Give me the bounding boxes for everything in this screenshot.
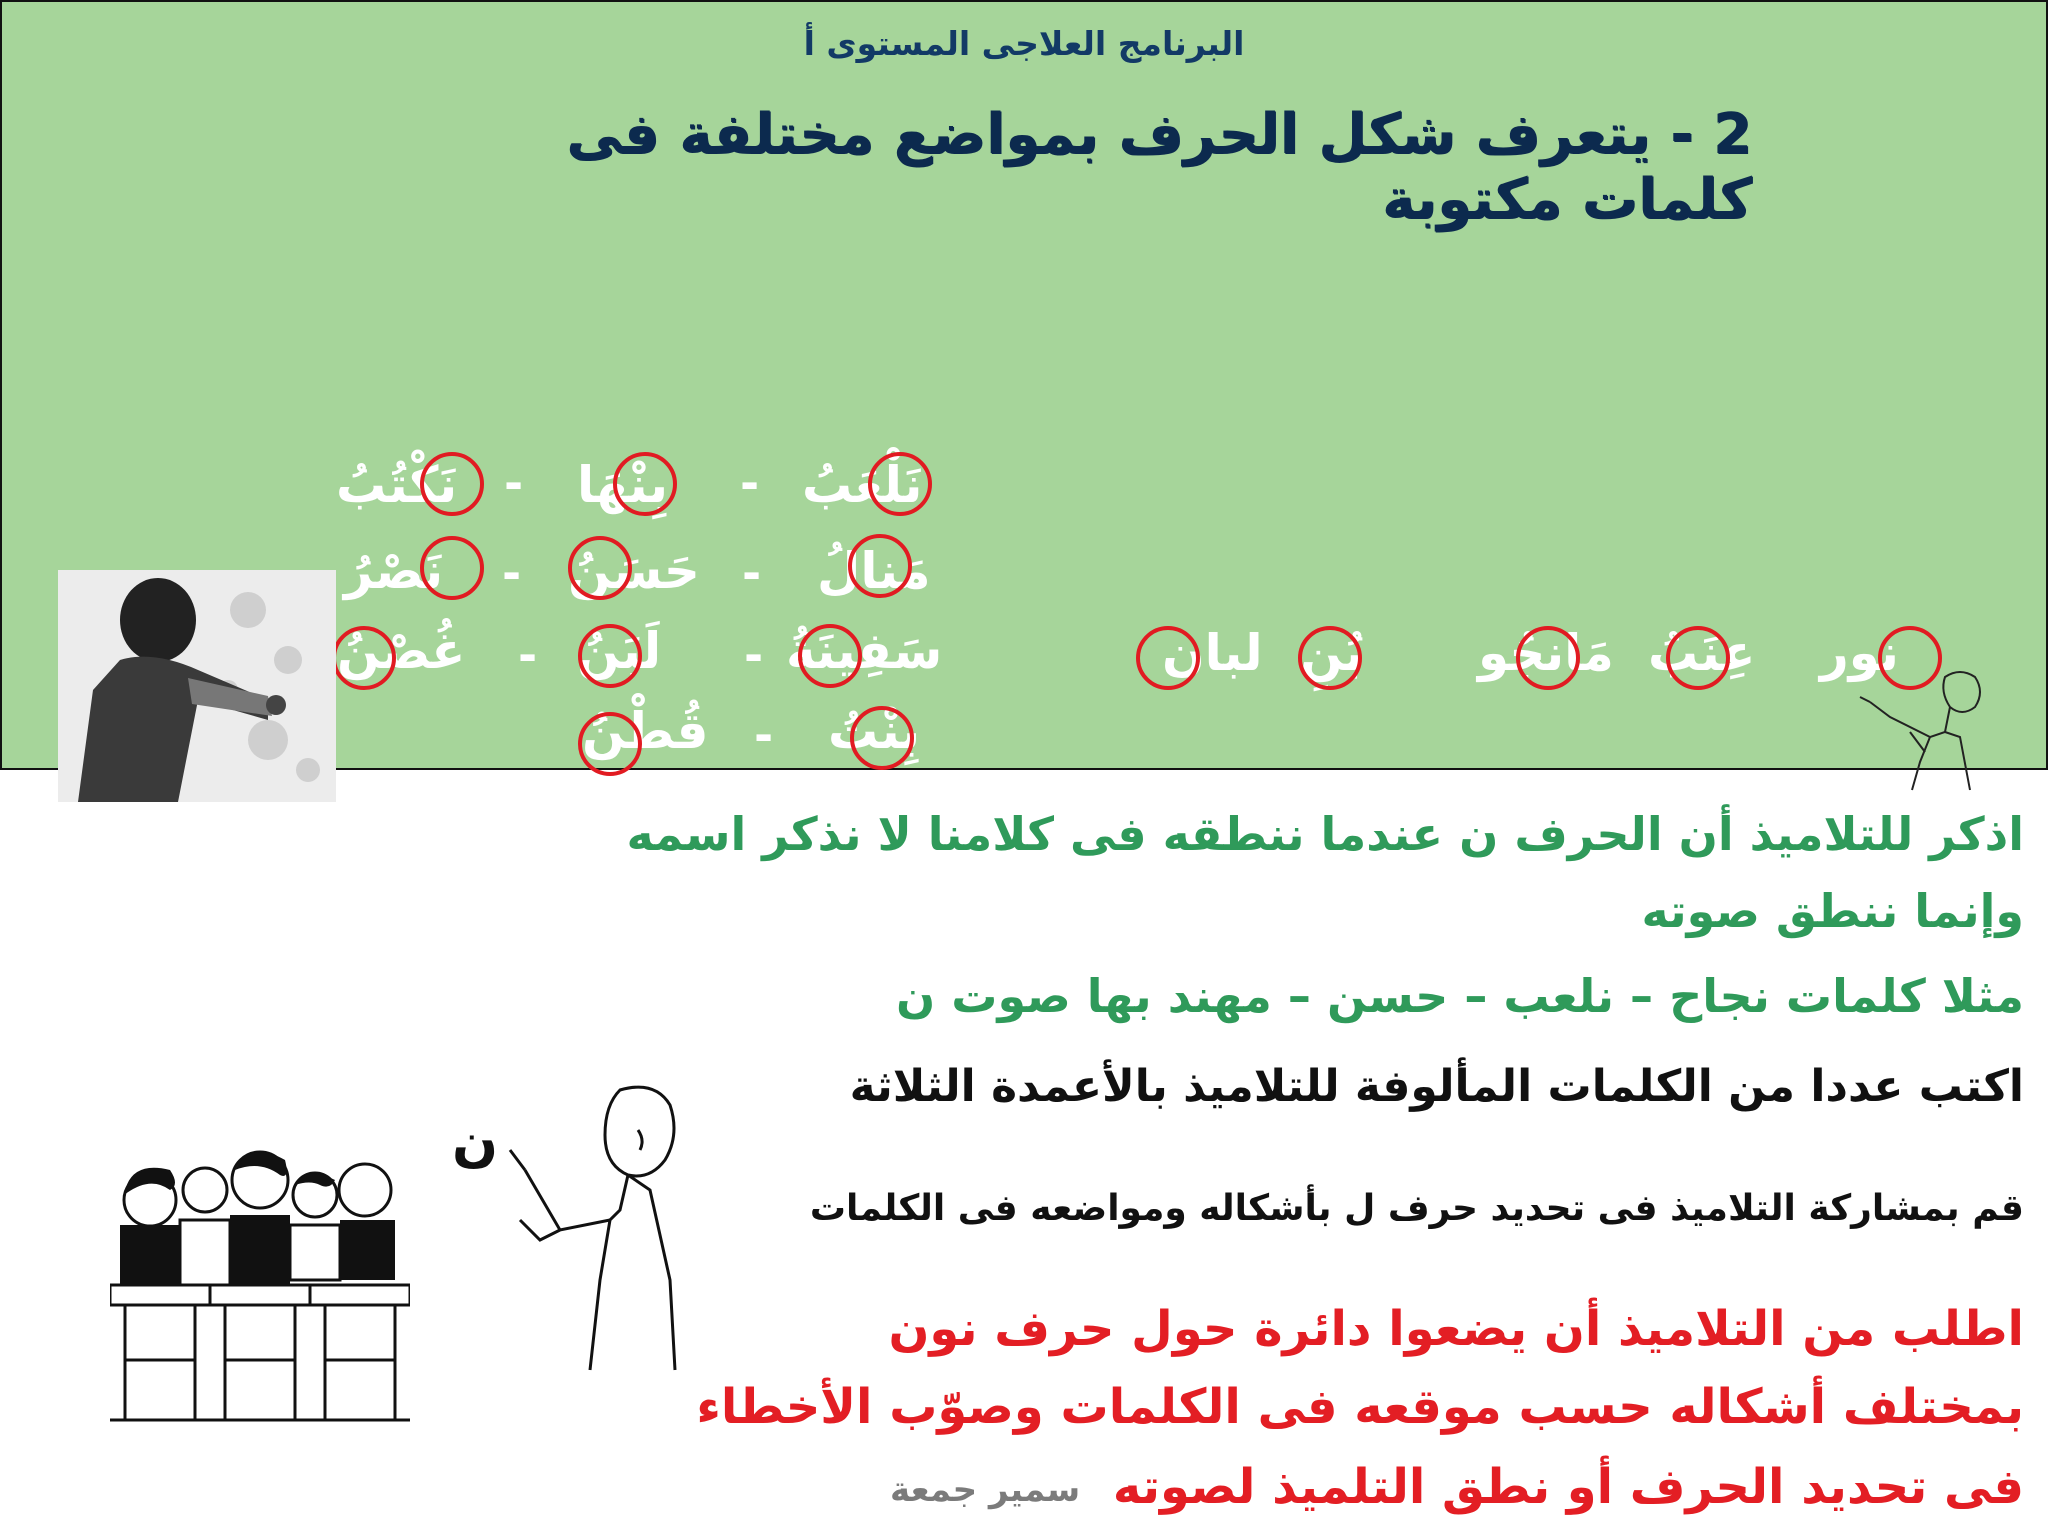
word-item: سَفِينَةُ — [786, 622, 943, 680]
teacher-letter: ن — [452, 1110, 499, 1173]
noon-circle — [848, 534, 912, 598]
noon-circle — [578, 624, 642, 688]
word-separator: - — [502, 546, 522, 600]
noon-circle — [1666, 626, 1730, 690]
word-item: قُطْنُ — [582, 702, 709, 760]
noon-circle — [578, 712, 642, 776]
noon-circle — [420, 452, 484, 516]
word-item: بُنِ — [1300, 624, 1364, 682]
instruction-green-3: مثلا كلمات نجاح – نلعب – حسن – مهند بها صوت ن — [895, 969, 2024, 1023]
students-at-desks-icon — [110, 1130, 410, 1430]
lesson-title: 2 - يتعرف شكل الحرف بمواضع مختلفة فى كلمات مكتوبة — [566, 102, 1752, 232]
word-separator: - — [740, 456, 760, 510]
word-item: عِنَبُ — [1648, 624, 1756, 682]
word-item: غُصْنُ — [337, 622, 466, 680]
noon-circle — [1298, 626, 1362, 690]
instruction-black-2: قم بمشاركة التلاميذ فى تحديد حرف ل بأشكاله ومواضعه فى الكلمات — [809, 1188, 2024, 1229]
word-item: نَصْرُ — [344, 542, 444, 600]
word-item: بِنْهَا — [577, 456, 668, 514]
word-item: حَسَنُ — [568, 542, 700, 600]
instruction-green-2: وإنما ننطق صوته — [1641, 884, 2024, 938]
instruction-green-1: اذكر للتلاميذ أن الحرف ن عندما ننطقه فى كلامنا لا نذكر اسمه — [626, 807, 2024, 861]
noon-circle — [568, 536, 632, 600]
word-item: نَلْعَبُ — [802, 456, 923, 514]
noon-circle — [420, 536, 484, 600]
instruction-black-1: اكتب عددا من الكلمات المألوفة للتلاميذ بالأعمدة الثلاثة — [849, 1061, 2024, 1112]
word-separator: - — [754, 708, 774, 762]
noon-circle — [850, 706, 914, 770]
instruction-red-2: بمختلف أشكاله حسب موقعه فى الكلمات وصوّب الأخطاء — [696, 1379, 2024, 1435]
instruction-red-3: فى تحديد الحرف أو نطق التلميذ لصوته — [1112, 1459, 2024, 1515]
word-item: نور — [1820, 624, 1899, 682]
teacher-pointing-icon — [500, 1080, 700, 1380]
word-separator: - — [742, 546, 762, 600]
noon-circle — [798, 624, 862, 688]
word-separator: - — [744, 628, 764, 682]
noon-circle — [613, 452, 677, 516]
boy-writing-photo — [58, 570, 336, 802]
word-separator: - — [518, 628, 538, 682]
word-item: مَانجُو — [1478, 624, 1614, 682]
word-item: لبان — [1162, 624, 1263, 682]
author-name: سمير جمعة — [890, 1470, 1081, 1510]
word-item: نَكْتُبُ — [336, 456, 458, 514]
instruction-red-1: اطلب من التلاميذ أن يضعوا دائرة حول حرف نون — [888, 1301, 2024, 1357]
noon-circle — [868, 452, 932, 516]
word-item: مَنالُ — [817, 542, 931, 600]
program-subtitle: البرنامج العلاجى المستوى أ — [803, 24, 1245, 63]
word-item: لَبَنُ — [577, 622, 662, 680]
noon-circle — [1516, 626, 1580, 690]
noon-circle — [1136, 626, 1200, 690]
pointing-teacher-small-icon — [1850, 662, 2000, 792]
word-separator: - — [504, 456, 524, 510]
noon-circle — [332, 626, 396, 690]
word-item: بِنْتُ — [828, 702, 921, 760]
